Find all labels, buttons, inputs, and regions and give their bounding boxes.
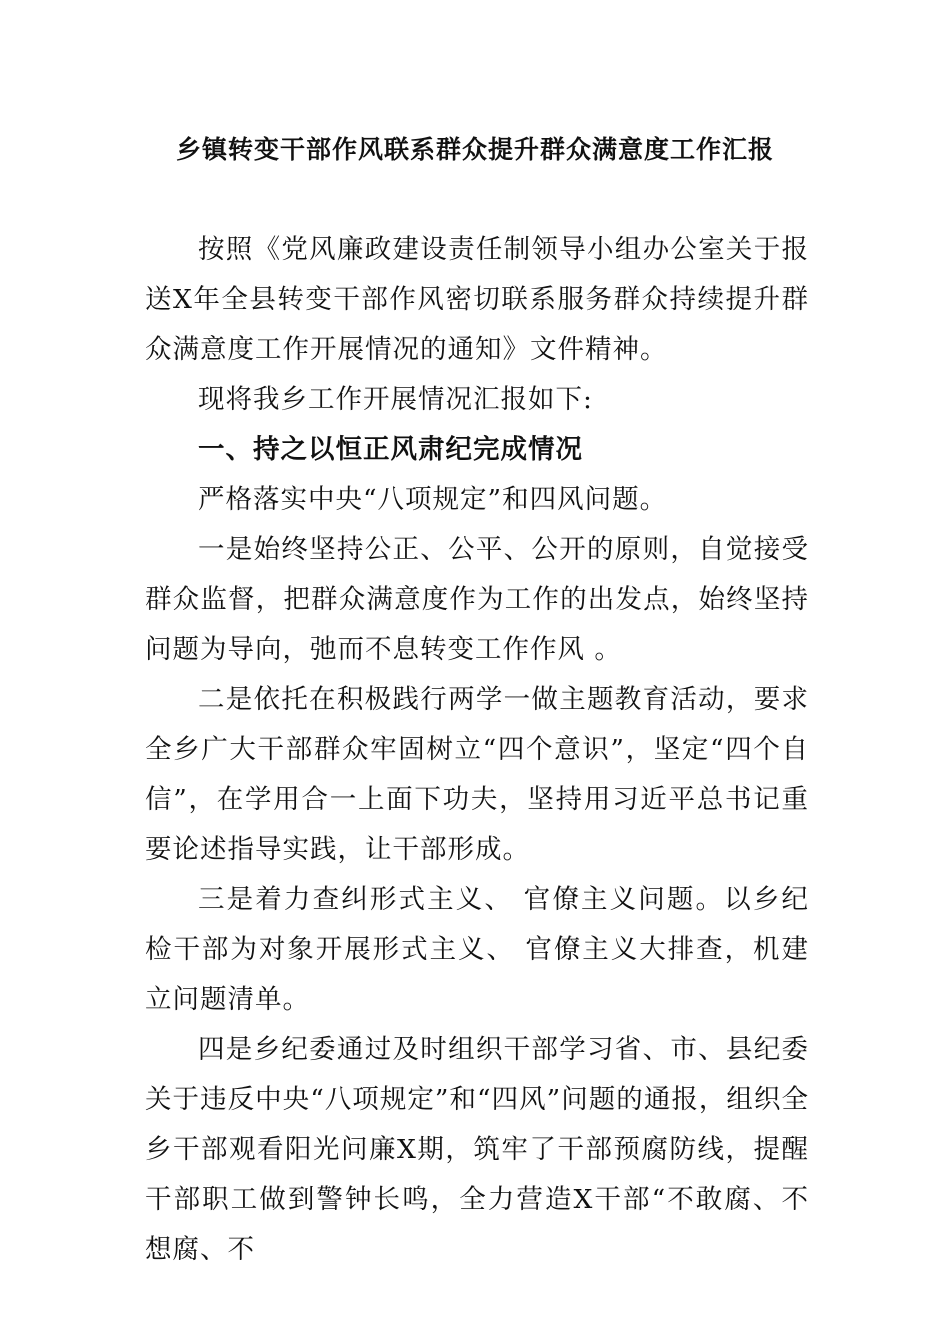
paragraph-report-lead: 现将我乡工作开展情况汇报如下:: [198, 384, 593, 415]
paragraph-point-1: 一是始终坚持公正、公平、公开的原则，自觉接受群众监督，把群众满意度作为工作的出发点，始终坚持问题为导向，弛而不息转变工作作风 。: [145, 534, 809, 665]
document-title: 乡镇转变干部作风联系群众提升群众满意度工作汇报: [175, 135, 774, 164]
paragraph-point-2: 二是依托在积极践行两学一做主题教育活动，要求全乡广大干部群众牢固树立“四个意识”，坚定“四个自信”，在学用合一上面下功夫，坚持用习近平总书记重要论述指导实践，让干部形成。: [145, 684, 809, 865]
paragraph-eight-rules: 严格落实中央“八项规定”和四风问题。: [198, 484, 668, 515]
paragraph-intro: 按照《党风廉政建设责任制领导小组办公室关于报送X年全县转变干部作风密切联系服务群众持续提升群众满意度工作开展情况的通知》文件精神。: [145, 234, 809, 365]
section-heading-1: 一、持之以恒正风肃纪完成情况: [198, 434, 583, 465]
paragraph-point-4: 四是乡纪委通过及时组织干部学习省、市、县纪委关于违反中央“八项规定”和“四风”问题的通报，组织全乡干部观看阳光问廉X期，筑牢了干部预腐防线，提醒干部职工做到警钟长鸣，全力营造X干部“不敢腐、不想腐、不: [145, 1034, 809, 1265]
paragraph-point-3: 三是着力查纠形式主义、 官僚主义问题。以乡纪检干部为对象开展形式主义、 官僚主义大排查，机建立问题清单。: [145, 884, 809, 1015]
document-body: [145, 225, 809, 1275]
